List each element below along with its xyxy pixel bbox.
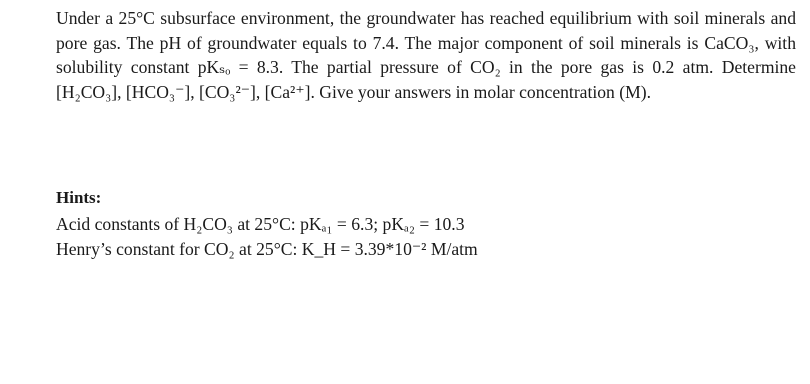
hints-title: Hints: [56, 188, 102, 207]
hint-henry-constant: Henry’s constant for CO₂ at 25°C: K_H = 3.39*10⁻² M/atm [56, 239, 478, 259]
problem-statement: Under a 25°C subsurface environment, the groundwater has reached equilibrium with soil minerals and pore gas. The pH of groundwater equals to 7.4. The major component of soil minerals is CaCO₃, with solubility constant pKₛₒ = 8.3. The partial pressure of CO₂ in the pore gas is 0.2 atm. Determine [H₂CO₃], [HCO₃⁻], [CO₃²⁻], [Ca²⁺]. Give your answers in molar concentration (M). [56, 8, 796, 102]
hints-section [56, 185, 796, 262]
hint-acid-constants: Acid constants of H₂CO₃ at 25°C: pKₐ₁ = 6.3; pKₐ₂ = 10.3 [56, 214, 465, 234]
